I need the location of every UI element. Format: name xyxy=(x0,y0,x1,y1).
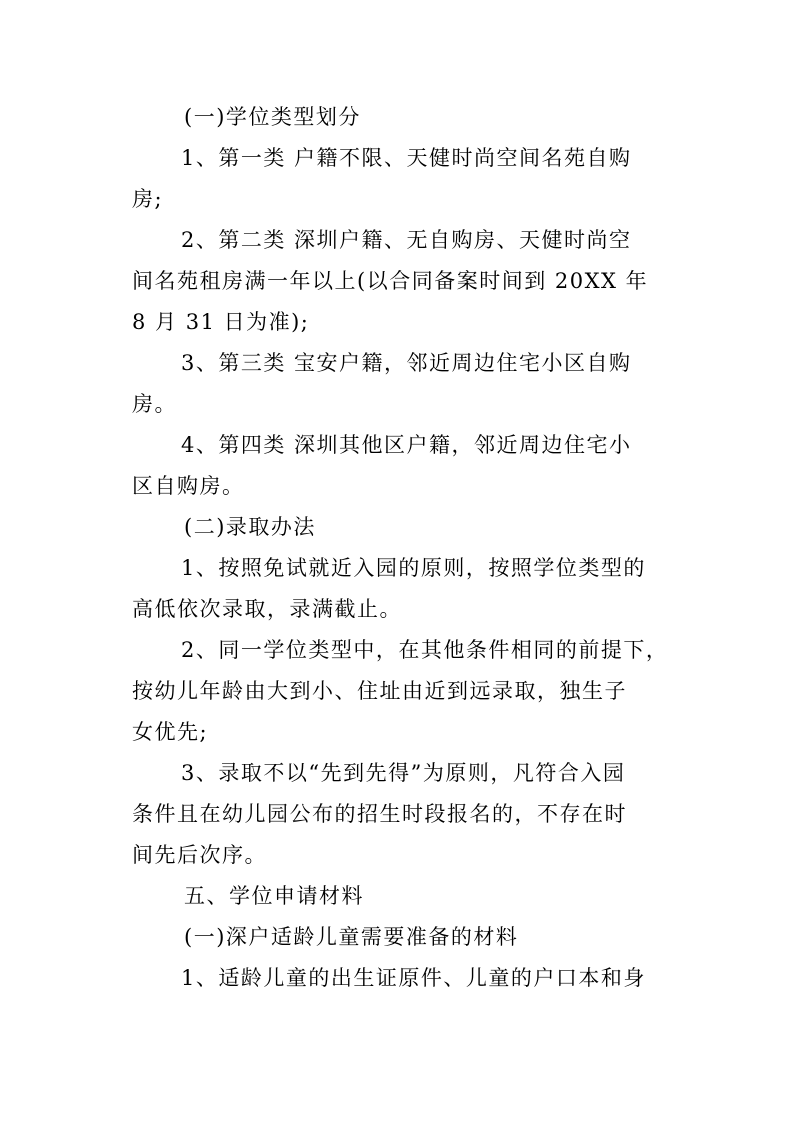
paragraph-line: 1、适龄儿童的出生证原件、儿童的户口本和身 xyxy=(181,966,646,990)
paragraph-line: 3、第三类 宝安户籍，邻近周边住宅小区自购 xyxy=(181,351,632,375)
paragraph-line: 2、同一学位类型中，在其他条件相同的前提下， xyxy=(181,638,669,662)
paragraph-line: 4、第四类 深圳其他区户籍，邻近周边住宅小 xyxy=(181,433,632,457)
paragraph-line: 女优先; xyxy=(132,720,209,744)
paragraph-line: 条件且在幼儿园公布的招生时段报名的，不存在时 xyxy=(132,802,627,826)
document-body xyxy=(132,97,669,999)
section-heading-degree-types: (一)学位类型划分 xyxy=(184,105,361,129)
paragraph-line: 房。 xyxy=(132,392,177,416)
paragraph-line: 1、按照免试就近入园的原则，按照学位类型的 xyxy=(181,556,646,580)
paragraph-line: 3、录取不以“先到先得”为原则，凡符合入园 xyxy=(181,761,626,785)
paragraph-line: 1、第一类 户籍不限、天健时尚空间名苑自购 xyxy=(181,146,632,170)
paragraph-line: 高低依次录取，录满截止。 xyxy=(132,597,402,621)
paragraph-line: 间名苑租房满一年以上(以合同备案时间到 20XX 年 xyxy=(132,269,649,293)
paragraph-line: 房; xyxy=(132,187,164,211)
paragraph-line: 区自购房。 xyxy=(132,474,245,498)
section-heading-application-materials: 五、学位申请材料 xyxy=(184,884,364,908)
paragraph-line: 按幼儿年龄由大到小、住址由近到远录取，独生子 xyxy=(132,679,627,703)
paragraph-line: 2、第二类 深圳户籍、无自购房、天健时尚空 xyxy=(181,228,632,252)
section-heading-admission-method: (二)录取办法 xyxy=(184,515,316,539)
paragraph-line: 间先后次序。 xyxy=(132,843,267,867)
paragraph-line: 8 月 31 日为准); xyxy=(132,310,310,334)
subsection-heading-shenzhen-hukou-materials: (一)深户适龄儿童需要准备的材料 xyxy=(184,925,519,949)
